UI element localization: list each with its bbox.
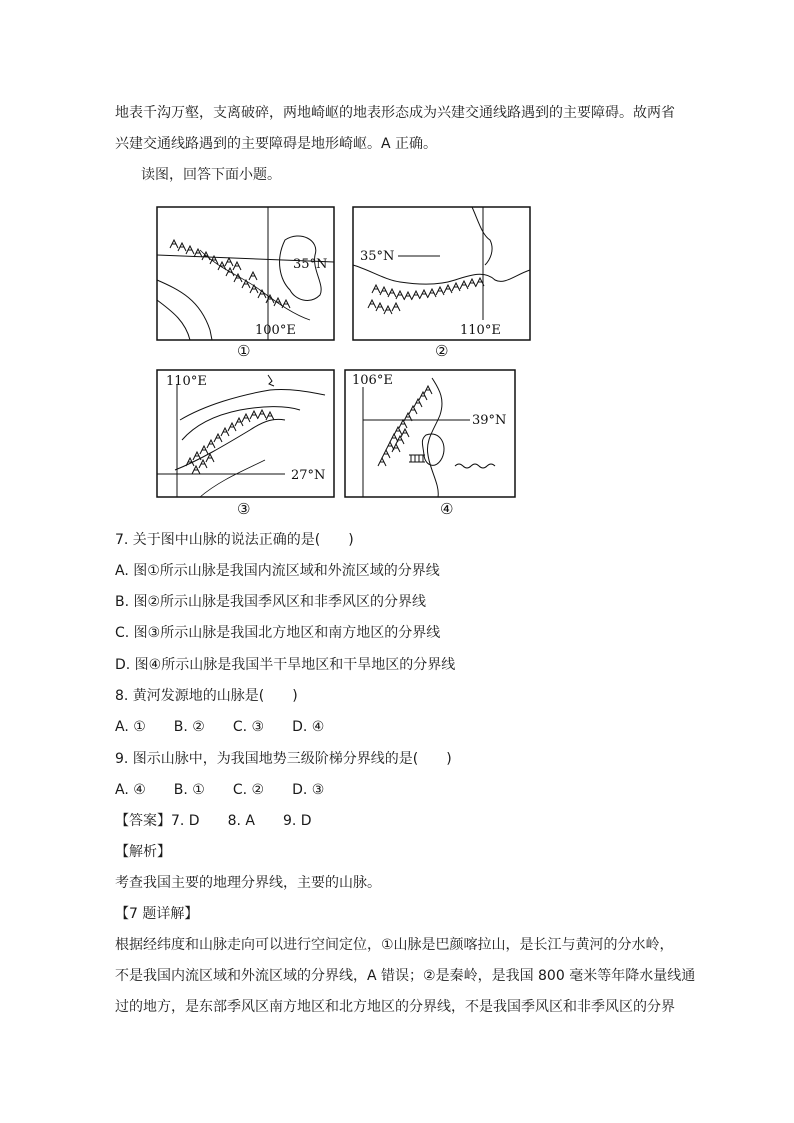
map-3-lat: 27°N [291,468,326,483]
q7-heading: 【7 题详解】 [115,906,199,922]
map-2 [353,207,530,360]
intro-line-2: 兴建交通线路遇到的主要障碍是地形崎岖。A 正确。 [115,136,438,152]
map-3-lon: 110°E [166,374,207,389]
map-4 [345,370,515,518]
intro-line-1: 地表千沟万壑，支离破碎，两地崎岖的地表形态成为兴建交通线路遇到的主要障碍。故两省 [115,105,675,121]
map-2-lat: 35°N [360,249,395,264]
question-8-stem: 8. 黄河发源地的山脉是( ) [115,688,298,704]
map-1-lat: 35°N [293,257,328,272]
question-7-stem: 7. 关于图中山脉的说法正确的是( ) [115,532,354,548]
map-2-label: ② [435,342,449,360]
map-3 [157,370,334,518]
question-7-option-a: A. 图①所示山脉是我国内流区域和外流区域的分界线 [115,563,440,579]
analysis-heading: 【解析】 [115,844,171,860]
answer-line: 【答案】7. D 8. A 9. D [115,813,312,829]
map-1-label: ① [237,342,251,360]
question-7-option-c: C. 图③所示山脉是我国北方地区和南方地区的分界线 [115,625,441,641]
map-4-lon: 106°E [352,373,393,388]
map-1-lon: 100°E [255,323,296,338]
q7-line-2: 不是我国内流区域和外流区域的分界线，A 错误；②是秦岭，是我国 800 毫米等年降水量线通 [115,968,696,984]
question-7-option-b: B. 图②所示山脉是我国季风区和非季风区的分界线 [115,594,427,610]
question-7-option-d: D. 图④所示山脉是我国半干旱地区和干旱地区的分界线 [115,657,456,673]
map-4-label: ④ [440,500,454,518]
map-3-label: ③ [237,500,251,518]
map-4-lat: 39°N [472,413,507,428]
map-1 [157,207,334,360]
question-9-stem: 9. 图示山脉中，为我国地势三级阶梯分界线的是( ) [115,751,452,767]
intro-prompt: 读图，回答下面小题。 [141,167,281,183]
question-9-options: A. ④ B. ① C. ② D. ③ [115,782,325,798]
q7-line-3: 过的地方，是东部季风区南方地区和北方地区的分界线，不是我国季风区和非季风区的分界 [115,999,675,1015]
q7-line-1: 根据经纬度和山脉走向可以进行空间定位，①山脉是巴颜喀拉山，是长江与黄河的分水岭， [115,937,674,953]
map-2-lon: 110°E [460,323,501,338]
analysis-summary: 考查我国主要的地理分界线，主要的山脉。 [115,875,381,891]
question-8-options: A. ① B. ② C. ③ D. ④ [115,719,325,735]
